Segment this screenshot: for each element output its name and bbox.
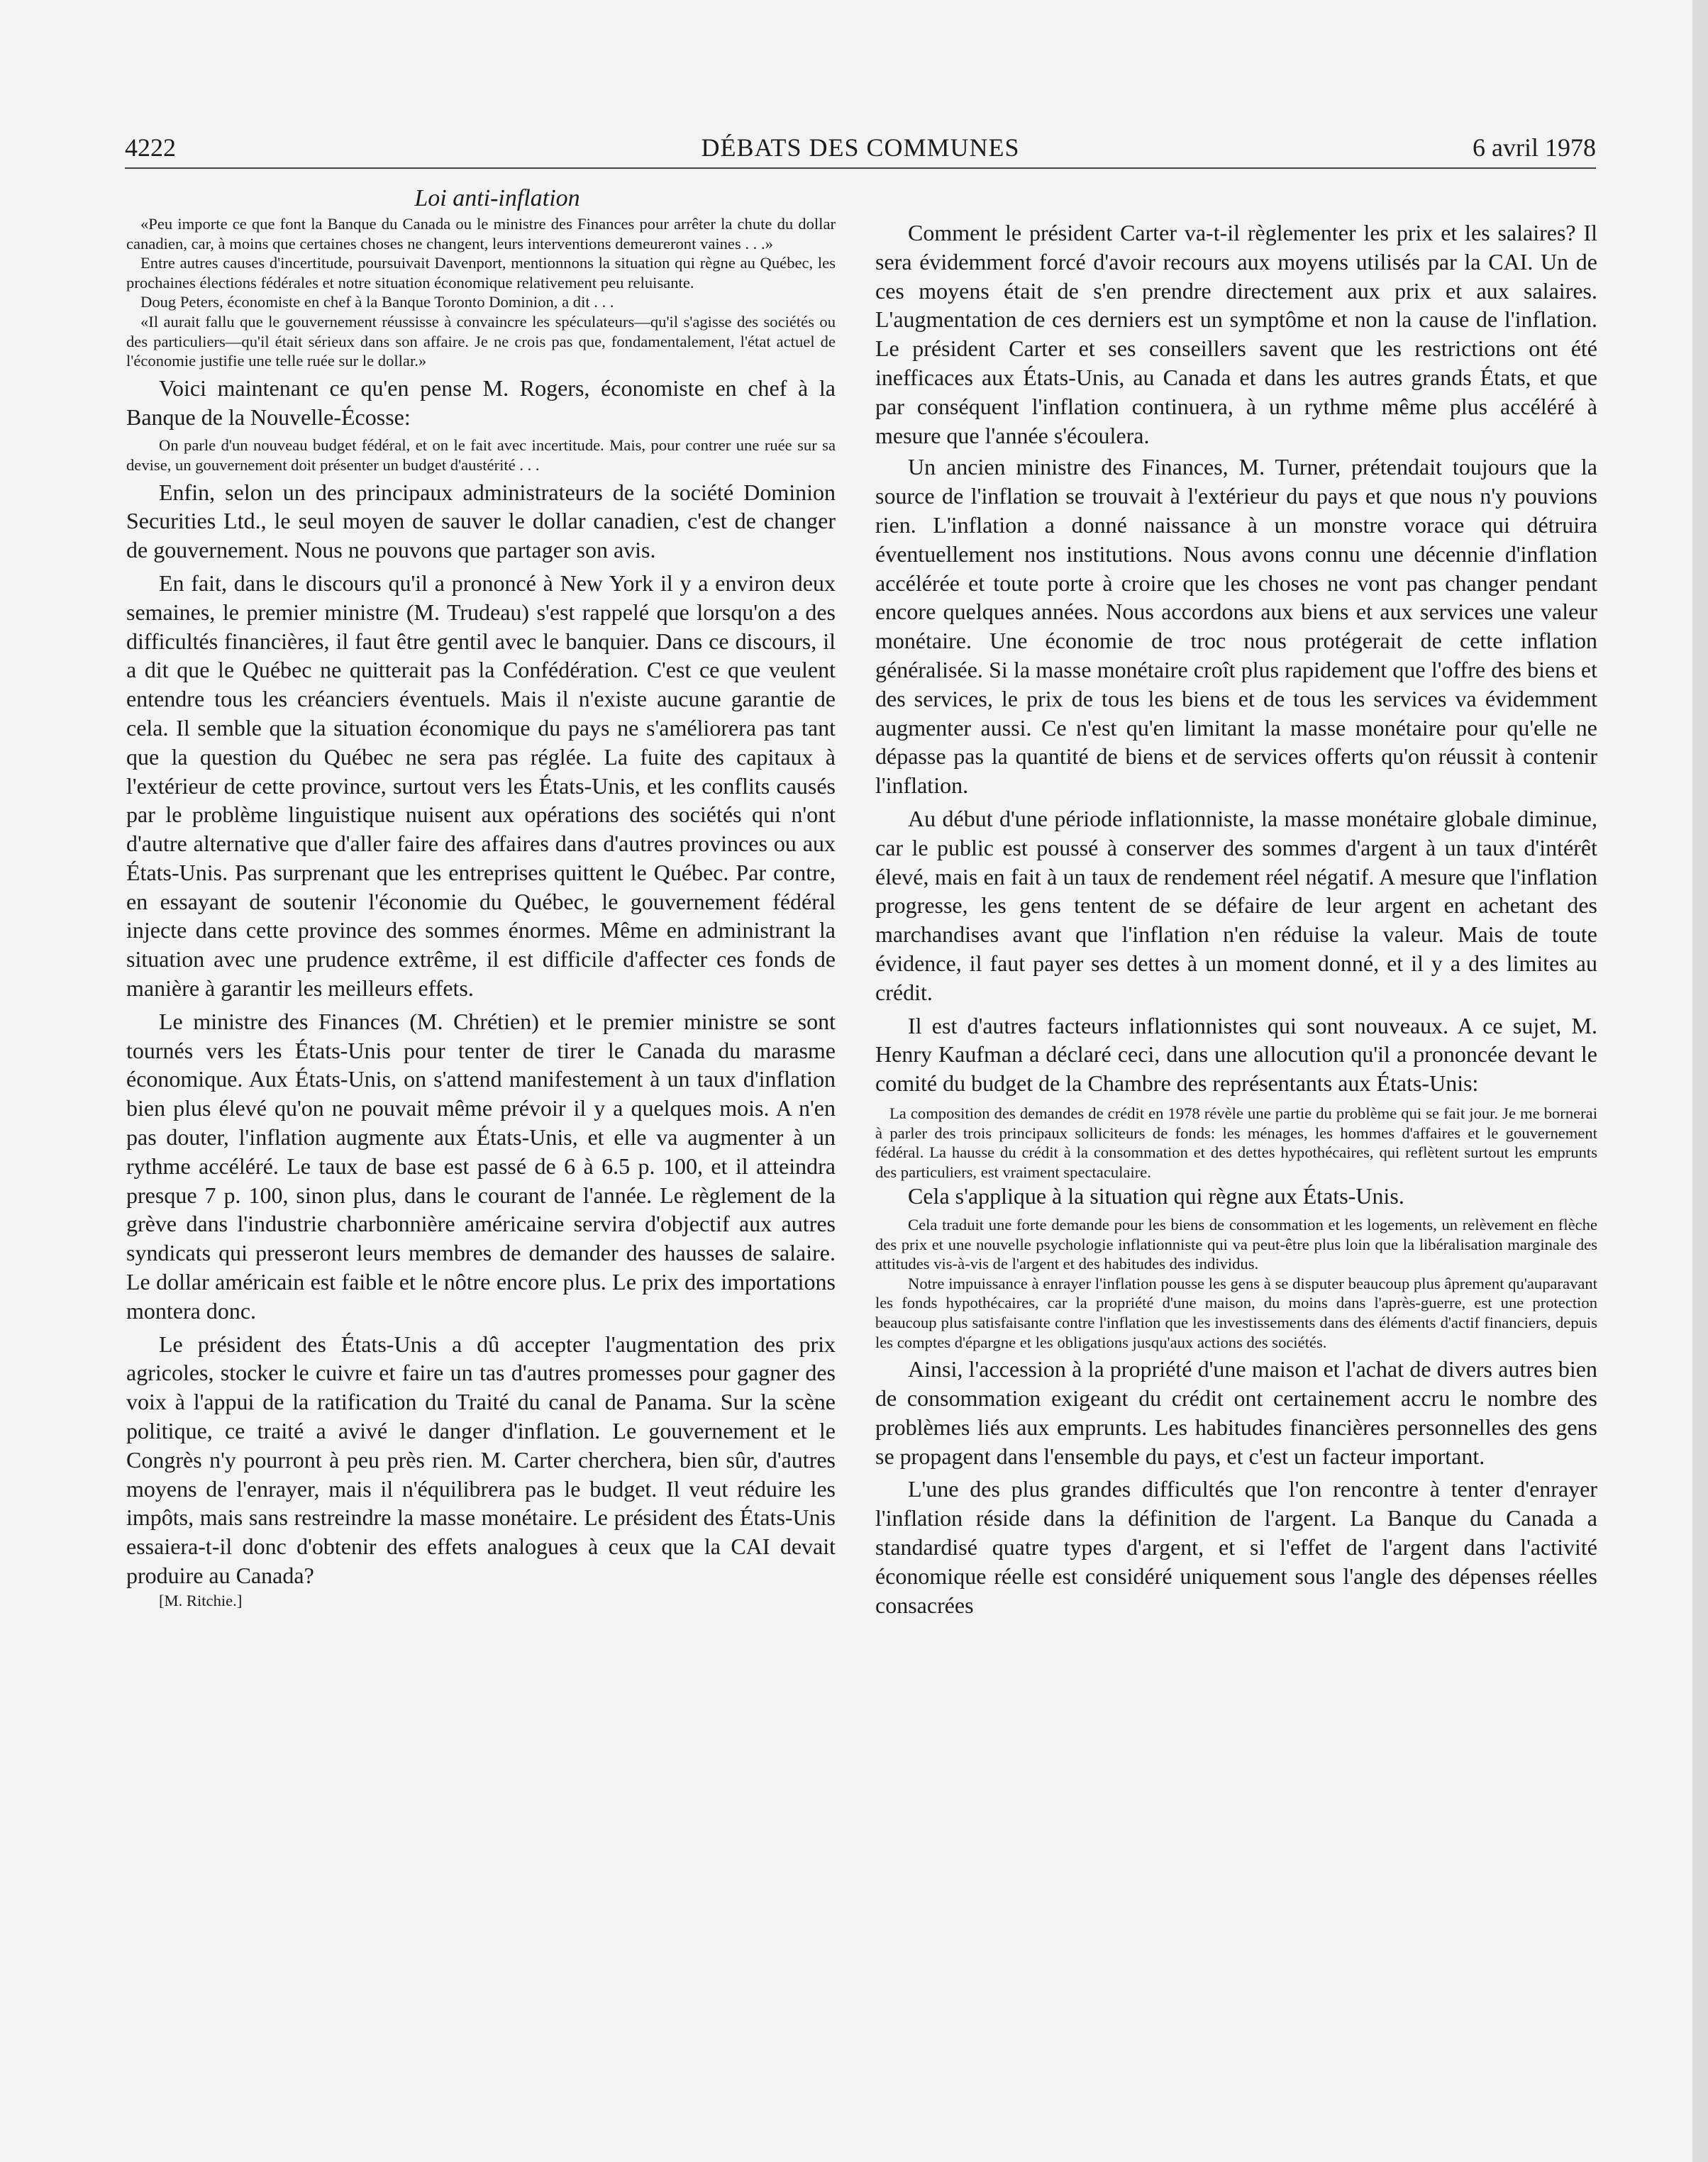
block-quote: Cela traduit une forte demande pour les biens de consommation et les logements, un relèvement en flèche des prix et une nouvelle psychologie inflationniste qui va peut-être plus loin que la libéralisation marginale des attitudes vis-à-vis de l'argent et des habitudes des individus. bbox=[875, 1216, 1597, 1273]
block-quote: Entre autres causes d'incertitude, poursuivait Davenport, mentionnons la situation qui règne au Québec, les prochaines élections fédérales et notre situation économique relativement peu reluisante. bbox=[126, 254, 836, 292]
publication-date: 6 avril 1978 bbox=[1473, 133, 1596, 162]
paragraph: Enfin, selon un des principaux administrateurs de la société Dominion Securities Ltd., le seul moyen de sauver le dollar canadien, c'est de changer de gouvernement. Nous ne pouvons que partager son avis. bbox=[126, 479, 836, 563]
right-column bbox=[875, 218, 1597, 1619]
paragraph: En fait, dans le discours qu'il a prononcé à New York il y a environ deux semaines, le premier ministre (M. Trudeau) s'est rappelé que lorsqu'on a des difficultés financières, il faut être gentil avec le banquier. Dans ce discours, il a dit que le Québec ne quitterait pas la Confédération. C'est ce que veulent entendre tous les créanciers éventuels. Mais il n'existe aucune garantie de cela. Il semble que la situation économique du pays ne s'améliorera pas tant que la question du Québec ne sera pas réglée. La fuite des capitaux à l'extérieur de cette province, surtout vers les États-Unis, et les conflits causés par le problème linguistique nuisent aux opérations des sociétés qui n'ont d'autre alternative que d'aller faire des affaires dans d'autres provinces ou aux États-Unis. Pas surprenant que les entreprises quittent le Québec. Par contre, en essayant de soutenir l'économie du Québec, le gouvernement fédéral injecte dans cette province des sommes énormes. Même en administrant la situation avec une prudence extrême, il est difficile d'affecter ces fonds de manière à garantir les meilleurs effets. bbox=[126, 570, 836, 1002]
paragraph: Il est d'autres facteurs inflationnistes qui sont nouveaux. A ce sujet, M. Henry Kaufman a déclaré ceci, dans une allocution qu'il a prononcée devant le comité du budget de la Chambre des représentants aux États-Unis: bbox=[875, 1012, 1597, 1097]
paragraph: Le président des États-Unis a dû accepter l'augmentation des prix agricoles, stocker le cuivre et faire un tas d'autres promesses pour gagner des voix à l'appui de la ratification du Traité du canal de Panama. Sur la scène politique, ce traité a avivé le danger d'inflation. Le gouvernement et le Congrès n'y pourront à peu près rien. M. Carter cherchera, bien sûr, d'autres moyens de l'enrayer, mais il n'équilibrera pas le budget. Il veut réduire les impôts, mais sans restreindre la masse monétaire. Le président des États-Unis essaiera-t-il donc d'obtenir des effets analogues à ceux que la CAI devait produire au Canada? bbox=[126, 1331, 836, 1589]
paragraph: Cela s'applique à la situation qui règne aux États-Unis. bbox=[908, 1183, 1404, 1209]
section-heading: Loi anti-inflation bbox=[414, 185, 580, 211]
block-quote: «Peu importe ce que font la Banque du Canada ou le ministre des Finances pour arrêter la chute du dollar canadien, car, à moins que certaines choses ne changent, leurs interventions demeureront vaines . . .» bbox=[126, 215, 836, 253]
paragraph: Comment le président Carter va-t-il règlementer les prix et les salaires? Il sera évidemment forcé d'avoir recours aux moyens utilisés par la CAI. Un de ces moyens était de s'en prendre directement aux prix et aux salaires. L'augmentation de ces derniers est un symptôme et non la cause de l'inflation. Le président Carter et ses conseillers savent que les restrictions ont été inefficaces aux États-Unis, au Canada et dans les autres grands États, et que par conséquent l'inflation continuera, à un rythme même plus accéléré à mesure que l'année s'écoulera. bbox=[875, 220, 1597, 448]
header-rule bbox=[125, 167, 1596, 169]
page-number: 4222 bbox=[125, 133, 176, 162]
publication-title: DÉBATS DES COMMUNES bbox=[701, 133, 1020, 162]
block-quote: Notre impuissance à enrayer l'inflation pousse les gens à se disputer beaucoup plus âprement qu'auparavant les fonds hypothécaires, car la propriété d'une maison, du moins dans l'après-guerre, est une protection beaucoup plus satisfaisante contre l'inflation que les investissements dans des éléments d'actif financiers, depuis les comptes d'épargne et les obligations jusqu'aux actions des sociétés. bbox=[875, 1274, 1597, 1351]
scan-edge bbox=[1692, 0, 1708, 2162]
paragraph: L'une des plus grandes difficultés que l'on rencontre à tenter d'enrayer l'inflation réside dans la définition de l'argent. La Banque du Canada a standardisé quatre types d'argent, et si l'effet de l'argent dans l'activité économique réelle est considéré uniquement sous l'angle des dépenses réelles consacrées bbox=[875, 1476, 1597, 1618]
block-quote: «Il aurait fallu que le gouvernement réussisse à convaincre les spéculateurs—qu'il s'agisse des sociétés ou des particuliers—qu'il était sérieux dans son affaire. Je ne crois pas que, fondamentalement, l'état actuel de l'économie justifie une telle ruée sur le dollar.» bbox=[126, 312, 836, 370]
block-quote: Doug Peters, économiste en chef à la Banque Toronto Dominion, a dit . . . bbox=[140, 293, 614, 311]
paragraph: Un ancien ministre des Finances, M. Turner, prétendait toujours que la source de l'inflation se trouvait à l'extérieur du pays et que nous n'y pouvions rien. L'inflation a donné naissance à un monstre vorace qui détruira éventuellement nos institutions. Nous avons connu une décennie d'inflation accélérée et toute porte à croire que les choses ne vont pas changer pendant encore quelques années. Nous accordons aux biens et aux services une valeur monétaire. Une économie de troc nous protégerait de cette inflation généralisée. Si la masse monétaire croît plus rapidement que l'offre des biens et des services, le prix de tous les biens et de tous les services va évidemment augmenter aussi. Ce n'est qu'en limitant la masse monétaire pour qu'elle ne dépasse pas la quantité de biens et de services offerts qu'on réussit à contenir l'inflation. bbox=[875, 454, 1597, 799]
block-quote: On parle d'un nouveau budget fédéral, et on le fait avec incertitude. Mais, pour contrer une ruée sur sa devise, un gouvernement doit présenter un budget d'austérité . . . bbox=[126, 436, 836, 474]
page-header bbox=[125, 132, 1596, 163]
speaker-signature: [M. Ritchie.] bbox=[159, 1591, 243, 1609]
paragraph: Le ministre des Finances (M. Chrétien) et le premier ministre se sont tournés vers les États-Unis pour tenter de tirer le Canada du marasme économique. Aux États-Unis, on s'attend manifestement à un taux d'inflation bien plus élevé qu'on ne pouvait même prévoir il y a quelques mois. A n'en pas douter, l'inflation augmente aux États-Unis, et elle va augmenter à un rythme accéléré. Le taux de base est passé de 6 à 6.5 p. 100, et il atteindra presque 7 p. 100, sinon plus, dans le courant de l'année. Le règlement de la grève dans l'industrie charbonnière américaine servira d'objectif aux autres syndicats qui presseront leurs membres de demander des hausses de salaire. Le dollar américain est faible et le nôtre encore plus. Le prix des importations montera donc. bbox=[126, 1008, 836, 1324]
left-column bbox=[126, 183, 836, 1612]
block-quote: La composition des demandes de crédit en 1978 révèle une partie du problème qui se fait jour. Je me bornerai à parler des trois principaux solliciteurs de fonds: les ménages, les hommes d'affaires et le gouvernement fédéral. La hausse du crédit à la consommation et des dettes hypothécaires, qui reflètent surtout les emprunts des particuliers, est vraiment spectaculaire. bbox=[875, 1104, 1597, 1181]
paragraph: Voici maintenant ce qu'en pense M. Rogers, économiste en chef à la Banque de la Nouvelle-Écosse: bbox=[126, 375, 836, 430]
paragraph: Ainsi, l'accession à la propriété d'une maison et l'achat de divers autres bien de consommation exigeant du crédit ont certainement accru le nombre des problèmes liés aux emprunts. Les habitudes financières personnelles des gens se propagent dans l'ensemble du pays, et c'est un facteur important. bbox=[875, 1356, 1597, 1469]
paragraph: Au début d'une période inflationniste, la masse monétaire globale diminue, car le public est poussé à conserver des sommes d'argent à un taux d'intérêt élevé, mais en fait à un taux de rendement réel négatif. A mesure que l'inflation progresse, les gens tentent de se défaire de leur argent en achetant des marchandises avant que l'inflation n'en réduise la valeur. Mais de toute évidence, il faut payer ses dettes à un moment donné, et il y a des limites au crédit. bbox=[875, 805, 1597, 1005]
